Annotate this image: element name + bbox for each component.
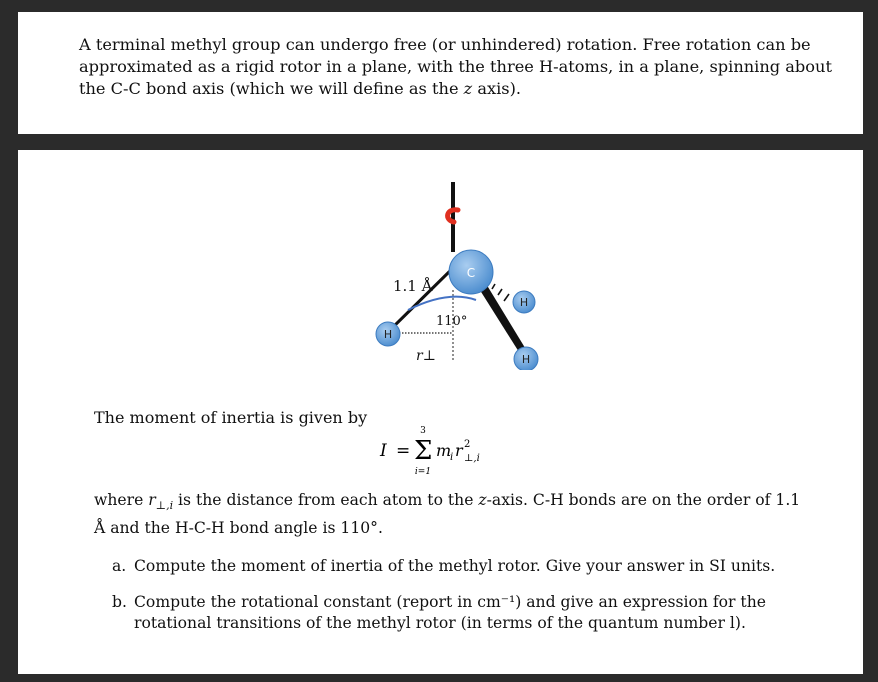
r-perp-label: r⊥ — [416, 348, 436, 364]
svg-text:H: H — [383, 328, 393, 341]
question-item-b — [112, 592, 812, 634]
angle-label: 110° — [436, 314, 468, 329]
svg-text:H: H — [521, 353, 531, 366]
svg-text:⊥,i: ⊥,i — [464, 453, 480, 464]
question-text: Compute the rotational constant (report in cm⁻¹) and give an expression for the rotational transitions of the methyl rotor (in terms of the quantum number l). — [134, 593, 766, 632]
svg-text:m: m — [436, 441, 452, 460]
svg-text:H: H — [519, 296, 529, 309]
svg-text:i: i — [450, 452, 454, 463]
svg-text:r: r — [455, 441, 463, 460]
svg-text:I: I — [380, 441, 387, 461]
problem-panel — [18, 150, 863, 674]
hydrogen-atom-front — [514, 347, 538, 370]
question-marker: b. — [112, 593, 127, 611]
svg-text:Σ: Σ — [414, 436, 433, 466]
moment-of-inertia-lead: The moment of inertia is given by — [94, 408, 368, 427]
svg-text:i=1: i=1 — [414, 467, 432, 477]
svg-text:3: 3 — [420, 426, 426, 436]
carbon-atom — [449, 250, 493, 294]
hydrogen-atom-left — [376, 322, 400, 346]
svg-text:=: = — [396, 441, 411, 461]
intro-text-1: A terminal methyl group can undergo free (or unhindered) rotation. Free rotation can be approximated as a rigid rotor in a plane, with the three H-atoms, in a plane, spinning about the C-C bond axis (which we will define as the — [79, 35, 832, 98]
svg-text:2: 2 — [464, 439, 471, 450]
question-text: Compute the moment of inertia of the methyl rotor. Give your answer in SI units. — [134, 557, 776, 575]
methyl-rotor-diagram — [348, 160, 568, 370]
moment-of-inertia-formula — [370, 422, 540, 478]
where-paragraph: where $r_{\perp,i}$ is the distance from each atom to the z-axis. C-H bonds are on the order of 1.1 Å and the H-C-H bond angle is 110°. — [94, 491, 801, 538]
question-item-a — [112, 556, 812, 577]
hydrogen-atom-back — [513, 291, 535, 313]
bond-length-label: 1.1 Å — [393, 277, 433, 295]
question-list — [112, 556, 812, 649]
intro-paragraph — [79, 34, 839, 100]
question-marker: a. — [112, 557, 127, 575]
intro-panel — [18, 12, 863, 134]
svg-text:C: C — [466, 266, 476, 280]
r-perp-var: r — [148, 491, 156, 509]
intro-axis-var: z — [463, 79, 473, 98]
intro-text-2: axis). — [472, 79, 522, 98]
